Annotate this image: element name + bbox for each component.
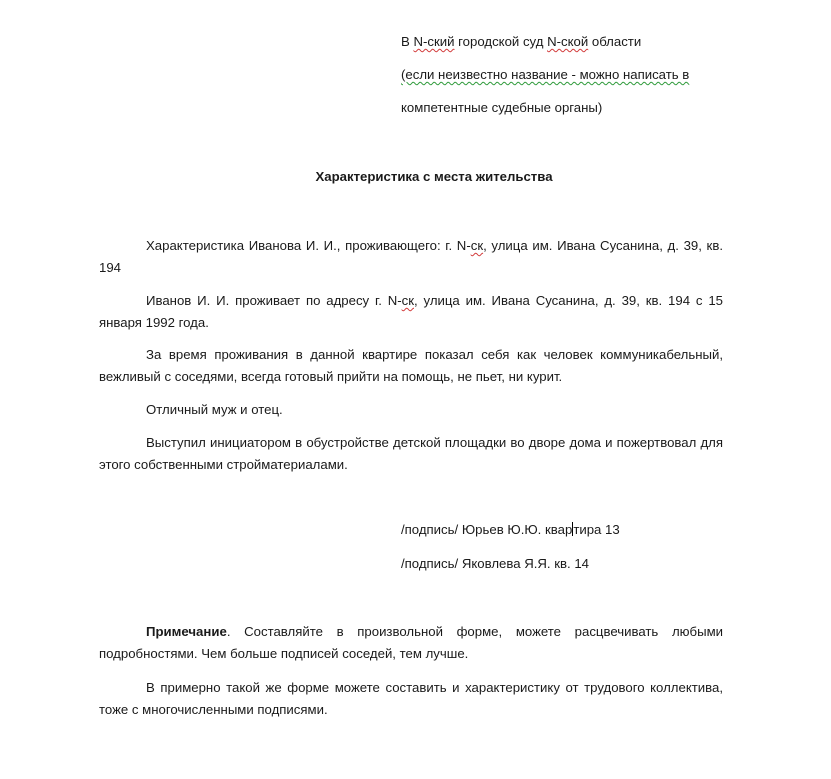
paragraph-1 bbox=[99, 235, 723, 279]
spelling-error-sk-1: ск bbox=[470, 238, 484, 253]
spelling-error-n-skoy: N-ской bbox=[547, 34, 589, 49]
address-line-3: компетентные судебные органы) bbox=[401, 100, 603, 115]
paragraph-1-end: , улица им. Ивана Сусанина, д. 39, кв. 194 bbox=[99, 238, 723, 275]
note-paragraph-2: В примерно такой же форме можете составить и характеристику от трудового коллектива, тоже с многочисленными подписями. bbox=[99, 680, 723, 717]
paragraph-2-start: Иванов И. И. проживает по адресу г. N- bbox=[146, 293, 402, 308]
note-paragraph-1 bbox=[99, 621, 723, 665]
paragraph-2 bbox=[99, 290, 723, 334]
address-line-1 bbox=[401, 34, 641, 50]
address-line-1-suffix: области bbox=[588, 34, 642, 49]
paragraph-5: Выступил инициатором в обустройстве детской площадки во дворе дома и пожертвовал для этого собственными стройматериалами. bbox=[99, 435, 723, 472]
spelling-error-sk-2: ск bbox=[401, 293, 414, 308]
paragraph-3: За время проживания в данной квартире показал себя как человек коммуникабельный, вежливый с соседями, всегда готовый прийти на помощь, не пьет, ни курит. bbox=[99, 347, 723, 384]
paragraph-4: Отличный муж и отец. bbox=[146, 402, 283, 417]
note-label: Примечание bbox=[146, 624, 227, 639]
signature-2: /подпись/ Яковлева Я.Я. кв. 14 bbox=[401, 556, 590, 571]
address-line-1-mid: городской суд bbox=[454, 34, 548, 49]
address-line-1-prefix: В bbox=[401, 34, 414, 49]
note-text: . Составляйте в произвольной форме, можете расцвечивать любыми подробностями. Чем больше подписей соседей, тем лучше. bbox=[99, 624, 723, 661]
signature-1-start: /подпись/ Юрьев Ю.Ю. квар bbox=[401, 522, 573, 537]
grammar-flag-address-line-2: (если неизвестно название - можно написать в bbox=[401, 67, 690, 82]
signature-1 bbox=[401, 522, 620, 538]
paragraph-1-start: Характеристика Иванова И. И., проживающего: г. N- bbox=[146, 238, 471, 253]
address-line-2 bbox=[401, 67, 689, 83]
document-title: Характеристика с места жительства bbox=[315, 169, 553, 184]
paragraph-2-end: , улица им. Ивана Сусанина, д. 39, кв. 194 с 15 января 1992 года. bbox=[99, 293, 723, 330]
signature-1-end: тира 13 bbox=[573, 522, 620, 537]
spelling-error-n-sky: N-ский bbox=[413, 34, 455, 49]
